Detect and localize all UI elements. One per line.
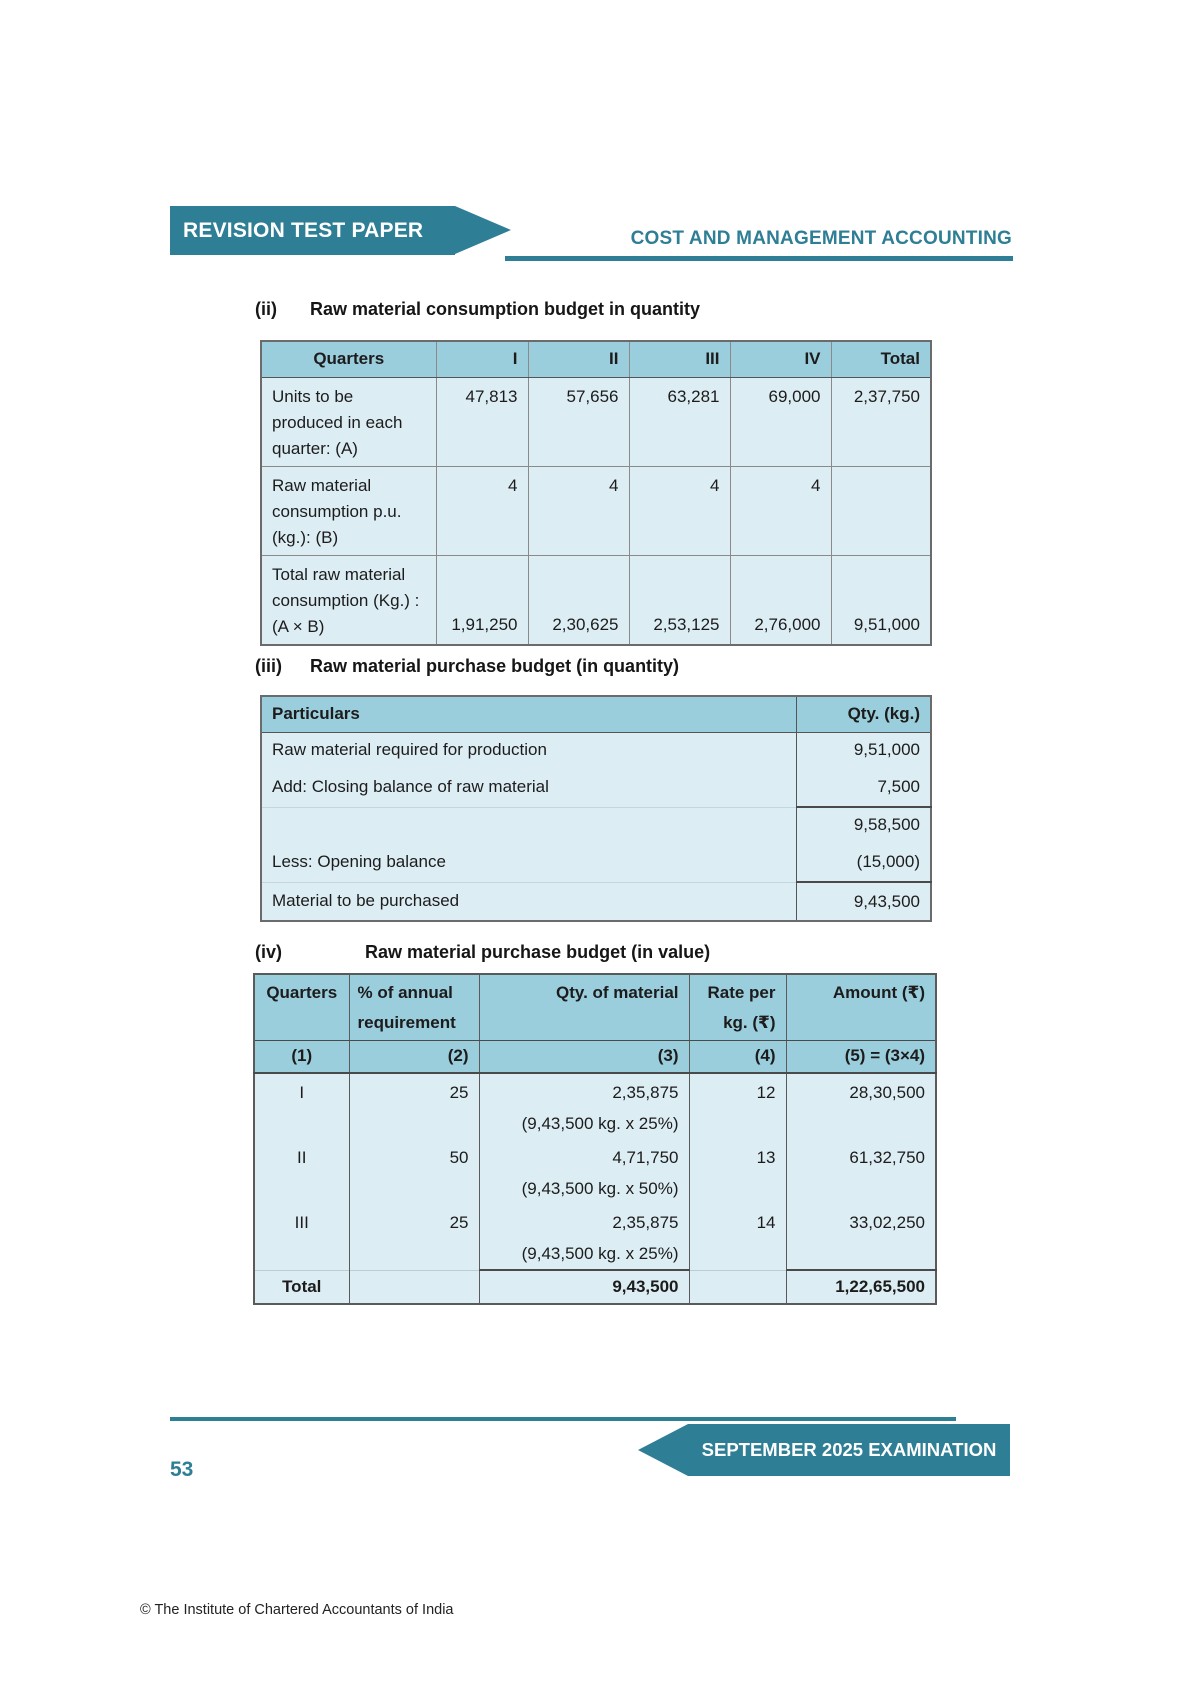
- quantity-note: (9,43,500 kg. x 50%): [521, 1179, 679, 1198]
- cell-value: 4: [730, 466, 831, 555]
- cell-value: 4: [436, 466, 528, 555]
- row-label: Raw material required for production: [261, 732, 796, 767]
- cell-value: 9,43,500: [796, 882, 931, 921]
- column-header: Quarters: [261, 341, 436, 377]
- cell-value: 4: [528, 466, 629, 555]
- cell-percent: 25: [349, 1073, 479, 1139]
- cell-rate: 12: [689, 1073, 786, 1139]
- total-quantity: 9,43,500: [479, 1270, 689, 1304]
- table-row: [261, 807, 931, 842]
- total-label: Total: [254, 1270, 349, 1304]
- total-amount: 1,22,65,500: [786, 1270, 936, 1304]
- cell-value: 2,30,625: [528, 555, 629, 645]
- cell-percent: 25: [349, 1204, 479, 1270]
- column-header: Amount (₹): [786, 974, 936, 1040]
- cell-rate: 13: [689, 1139, 786, 1204]
- cell-value: 69,000: [730, 377, 831, 466]
- cell-quantity: [479, 1204, 689, 1270]
- cell-value: 2,53,125: [629, 555, 730, 645]
- column-number: (1): [254, 1040, 349, 1073]
- purchase-quantity-table: [260, 695, 932, 922]
- column-header: II: [528, 341, 629, 377]
- row-label: Raw material consumption p.u. (kg.): (B): [261, 466, 436, 555]
- column-number: (5) = (3×4): [786, 1040, 936, 1073]
- quantity-value: 4,71,750: [612, 1148, 679, 1167]
- copyright-text: © The Institute of Chartered Accountants of India: [140, 1602, 454, 1618]
- cell-empty: [349, 1270, 479, 1304]
- table-row: [254, 1204, 936, 1270]
- table-row: [261, 377, 931, 466]
- cell-amount: 28,30,500: [786, 1073, 936, 1139]
- cell-value: (15,000): [796, 842, 931, 882]
- cell-quarter: I: [254, 1073, 349, 1139]
- column-number: (4): [689, 1040, 786, 1073]
- cell-quantity: [479, 1139, 689, 1204]
- column-header: I: [436, 341, 528, 377]
- cell-value: 63,281: [629, 377, 730, 466]
- table-row: [261, 732, 931, 767]
- table-header-row: [261, 341, 931, 377]
- table-row: [261, 555, 931, 645]
- column-header: Quarters: [254, 974, 349, 1040]
- revision-test-paper-banner: [170, 206, 455, 255]
- cell-quantity: [479, 1073, 689, 1139]
- cell-value: 9,51,000: [831, 555, 931, 645]
- column-header: Qty. (kg.): [796, 696, 931, 732]
- table-row: [254, 1073, 936, 1139]
- table-row: [261, 767, 931, 807]
- cell-value: 9,51,000: [796, 732, 931, 767]
- column-number: (3): [479, 1040, 689, 1073]
- table-row: [261, 842, 931, 882]
- cell-amount: 61,32,750: [786, 1139, 936, 1204]
- row-label: Material to be purchased: [261, 882, 796, 921]
- table-row: [261, 882, 931, 921]
- cell-value: 1,91,250: [436, 555, 528, 645]
- quantity-note: (9,43,500 kg. x 25%): [521, 1114, 679, 1133]
- cell-amount: 33,02,250: [786, 1204, 936, 1270]
- column-header: % of annual requirement: [349, 974, 479, 1040]
- section-title: Raw material purchase budget (in value): [365, 942, 711, 962]
- cell-value: 7,500: [796, 767, 931, 807]
- page-number: 53: [170, 1458, 194, 1481]
- subject-title: COST AND MANAGEMENT ACCOUNTING: [630, 228, 1012, 249]
- column-header: III: [629, 341, 730, 377]
- quantity-note: (9,43,500 kg. x 25%): [521, 1244, 679, 1263]
- section-number: (iii): [255, 656, 282, 676]
- cell-quarter: II: [254, 1139, 349, 1204]
- table-row: [254, 1139, 936, 1204]
- cell-quarter: III: [254, 1204, 349, 1270]
- cell-empty: [689, 1270, 786, 1304]
- row-label: Add: Closing balance of raw material: [261, 767, 796, 807]
- row-label: Less: Opening balance: [261, 842, 796, 882]
- quantity-value: 2,35,875: [612, 1083, 679, 1102]
- consumption-budget-table: [260, 340, 932, 646]
- section-number: (ii): [255, 299, 277, 319]
- column-header: Total: [831, 341, 931, 377]
- quantity-value: 2,35,875: [612, 1213, 679, 1232]
- footer-rule: [170, 1417, 956, 1421]
- cell-value: 4: [629, 466, 730, 555]
- column-header: Qty. of material: [479, 974, 689, 1040]
- table-header-row: [261, 696, 931, 732]
- section-number: (iv): [255, 942, 282, 962]
- examination-banner: [688, 1424, 1010, 1476]
- column-header: Particulars: [261, 696, 796, 732]
- banner-arrow-icon: [455, 206, 511, 254]
- table-header-row: [254, 974, 936, 1040]
- table-total-row: [254, 1270, 936, 1304]
- row-label: [261, 807, 796, 842]
- cell-value: [831, 466, 931, 555]
- section-title: Raw material purchase budget (in quantity): [310, 656, 680, 676]
- row-label: Total raw material consumption (Kg.) : (A × B): [261, 555, 436, 645]
- footer-banner-arrow-icon: [638, 1424, 688, 1476]
- purchase-value-table: [253, 973, 937, 1305]
- table-subheader-row: [254, 1040, 936, 1073]
- section-title: Raw material consumption budget in quantity: [310, 299, 701, 319]
- cell-rate: 14: [689, 1204, 786, 1270]
- cell-value: 9,58,500: [796, 807, 931, 842]
- row-label: Units to be produced in each quarter: (A): [261, 377, 436, 466]
- cell-percent: 50: [349, 1139, 479, 1204]
- examination-banner-label: SEPTEMBER 2025 EXAMINATION: [701, 1439, 997, 1460]
- cell-value: 2,37,750: [831, 377, 931, 466]
- table-row: [261, 466, 931, 555]
- banner-label: REVISION TEST PAPER: [183, 218, 424, 242]
- column-header: IV: [730, 341, 831, 377]
- column-number: (2): [349, 1040, 479, 1073]
- cell-value: 47,813: [436, 377, 528, 466]
- header-rule: [505, 256, 1013, 261]
- column-header: Rate per kg. (₹): [689, 974, 786, 1040]
- cell-value: 57,656: [528, 377, 629, 466]
- cell-value: 2,76,000: [730, 555, 831, 645]
